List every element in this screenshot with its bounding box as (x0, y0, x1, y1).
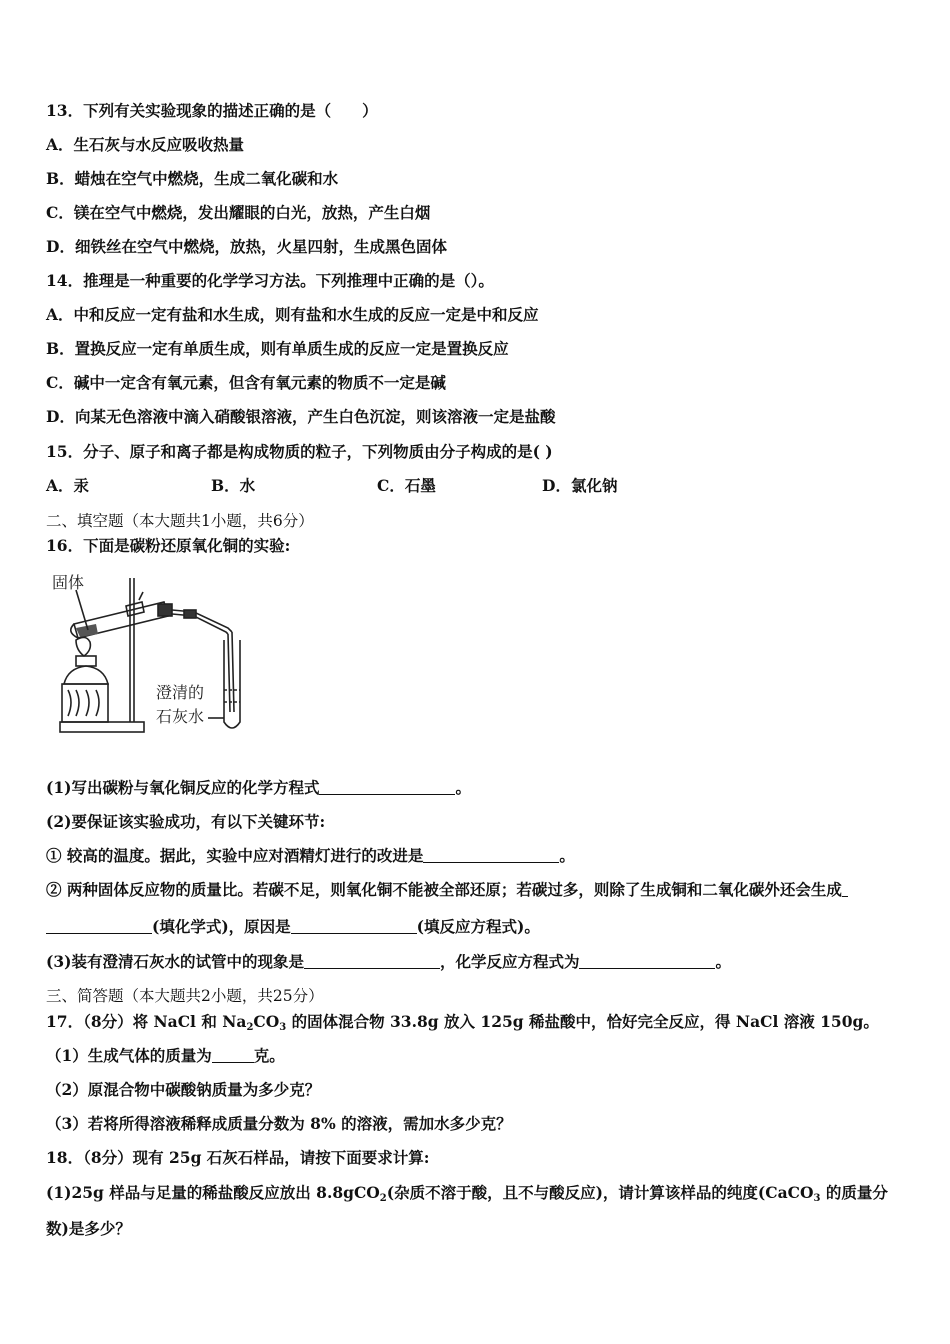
q16-part1 (46, 778, 471, 798)
q14-option-a[interactable]: A．中和反应一定有盐和水生成，则有盐和水生成的反应一定是中和反应 (46, 305, 539, 324)
q16-part2-item2-equation-text: (填反应方程式)。 (416, 917, 540, 936)
q16-extra-product-blank-start[interactable] (842, 881, 848, 897)
q17-part1 (46, 1046, 285, 1066)
q13-option-c[interactable]: C．镁在空气中燃烧，发出耀眼的白光，放热，产生白烟 (46, 203, 431, 222)
q13-option-d[interactable]: D．细铁丝在空气中燃烧，放热，火星四射，生成黑色固体 (46, 237, 447, 256)
q15-option-d[interactable]: D．氯化钠 (542, 476, 618, 495)
q16-part2-item2 (46, 880, 848, 900)
q18-sub-3: 3 (813, 1193, 821, 1204)
iron-stand-base (60, 722, 144, 732)
q16-equation-blank[interactable] (579, 953, 715, 969)
q15-option-b[interactable]: B．水 (211, 476, 256, 495)
q16-part1-text: (1)写出碳粉与氧化铜反应的化学方程式 (46, 778, 320, 797)
q16-part3-period: 。 (715, 952, 731, 971)
q16-lamp-improvement-blank[interactable] (423, 847, 559, 863)
q15-stem: 15．分子、原子和离子都是构成物质的粒子，下列物质由分子构成的是( ) (46, 442, 553, 461)
q14-option-d[interactable]: D．向某无色溶液中滴入硝酸银溶液，产生白色沉淀，则该溶液一定是盐酸 (46, 407, 556, 426)
q18-stem: 18．（8分）现有 25g 石灰石样品，请按下面要求计算: (46, 1148, 430, 1167)
q13-option-b[interactable]: B．蜡烛在空气中燃烧，生成二氧化碳和水 (46, 169, 339, 188)
q17-part1-unit: 克。 (253, 1046, 285, 1065)
q14-option-c[interactable]: C．碱中一定含有氧元素，但含有氧元素的物质不一定是碱 (46, 373, 446, 392)
rubber-stopper (158, 604, 172, 616)
q17-sub-2: 2 (246, 1022, 254, 1033)
q16-part3-mid-text: ，化学反应方程式为 (439, 952, 580, 971)
q17-part2: （2）原混合物中碳酸钠质量为多少克？ (46, 1080, 321, 1099)
q13-stem: 13．下列有关实验现象的描述正确的是（ ） (46, 101, 378, 120)
q18-part1-b: (杂质不溶于酸，且不与酸反应)，请计算该样品的纯度(CaCO (386, 1183, 814, 1202)
q16-part3-text: (3)装有澄清石灰水的试管中的现象是 (46, 952, 304, 971)
q16-part2-item1 (46, 846, 575, 866)
q17-stem (46, 1012, 879, 1032)
figure-label-solid: 固体 (52, 573, 85, 592)
q18-sub-2: 2 (379, 1193, 387, 1204)
q16-part1-answer-blank[interactable] (319, 779, 455, 795)
q17-part3: （3）若将所得溶液稀释成质量分数为 8% 的溶液，需加水多少克？ (46, 1114, 512, 1133)
q17-part1-text: （1）生成气体的质量为 (46, 1046, 212, 1065)
q18-part1 (46, 1183, 888, 1203)
q16-part2-item2-cont (46, 917, 540, 937)
delivery-tube (172, 610, 232, 632)
q16-reason-blank[interactable] (291, 918, 417, 934)
q16-phenomenon-blank[interactable] (304, 953, 440, 969)
q16-part2-item1-text: ① 较高的温度。据此，实验中应对酒精灯进行的改进是 (46, 846, 424, 865)
flame (76, 637, 90, 656)
lamp-wick-holder (76, 656, 96, 666)
section-short-answer-title: 三、简答题（本大题共2小题，共25分） (46, 987, 324, 1005)
q18-part1-cont: 数)是多少？ (46, 1219, 131, 1238)
q17-stem-c: 的固体混合物 33.8g 放入 125g 稀盐酸中，恰好完全反应，得 NaCl 溶液 150g。 (286, 1012, 879, 1031)
alcohol-lamp (64, 666, 108, 684)
q17-stem-b: CO (253, 1012, 280, 1031)
carbon-reduction-apparatus-figure (46, 572, 256, 747)
q16-part2: (2)要保证该实验成功，有以下关键环节: (46, 812, 326, 831)
q16-part2-item2-formula-text: (填化学式)，原因是 (152, 917, 291, 936)
q16-part1-period: 。 (455, 778, 471, 797)
q18-part1-a: (1)25g 样品与足量的稀盐酸反应放出 8.8gCO (46, 1183, 380, 1202)
q15-option-a[interactable]: A．汞 (46, 476, 90, 495)
q16-part3 (46, 952, 731, 972)
q18-part1-c: 的质量分 (820, 1183, 888, 1202)
q16-part2-item2-text: ② 两种固体反应物的质量比。若碳不足，则氧化铜不能被全部还原；若碳过多，则除了生成铜和二氧化碳外还会生成 (46, 880, 842, 899)
q15-option-c[interactable]: C．石墨 (377, 476, 436, 495)
q16-part2-item1-period: 。 (559, 846, 575, 865)
q17-gas-mass-blank[interactable] (212, 1047, 254, 1063)
q17-sub-3: 3 (279, 1022, 287, 1033)
section-fill-in-title: 二、填空题（本大题共1小题，共6分） (46, 512, 314, 530)
q14-stem: 14．推理是一种重要的化学学习方法。下列推理中正确的是（）。 (46, 271, 494, 290)
q17-stem-a: 17．（8分）将 NaCl 和 Na (46, 1012, 247, 1031)
q16-stem: 16．下面是碳粉还原氧化铜的实验: (46, 536, 291, 555)
wooden-block (62, 684, 108, 722)
q14-option-b[interactable]: B．置换反应一定有单质生成，则有单质生成的反应一定是置换反应 (46, 339, 509, 358)
figure-label-limewater-line1: 澄清的 (156, 683, 205, 702)
figure-label-limewater-line2: 石灰水 (156, 707, 205, 726)
q13-option-a[interactable]: A．生石灰与水反应吸收热量 (46, 135, 245, 154)
q16-extra-product-blank[interactable] (46, 918, 152, 934)
